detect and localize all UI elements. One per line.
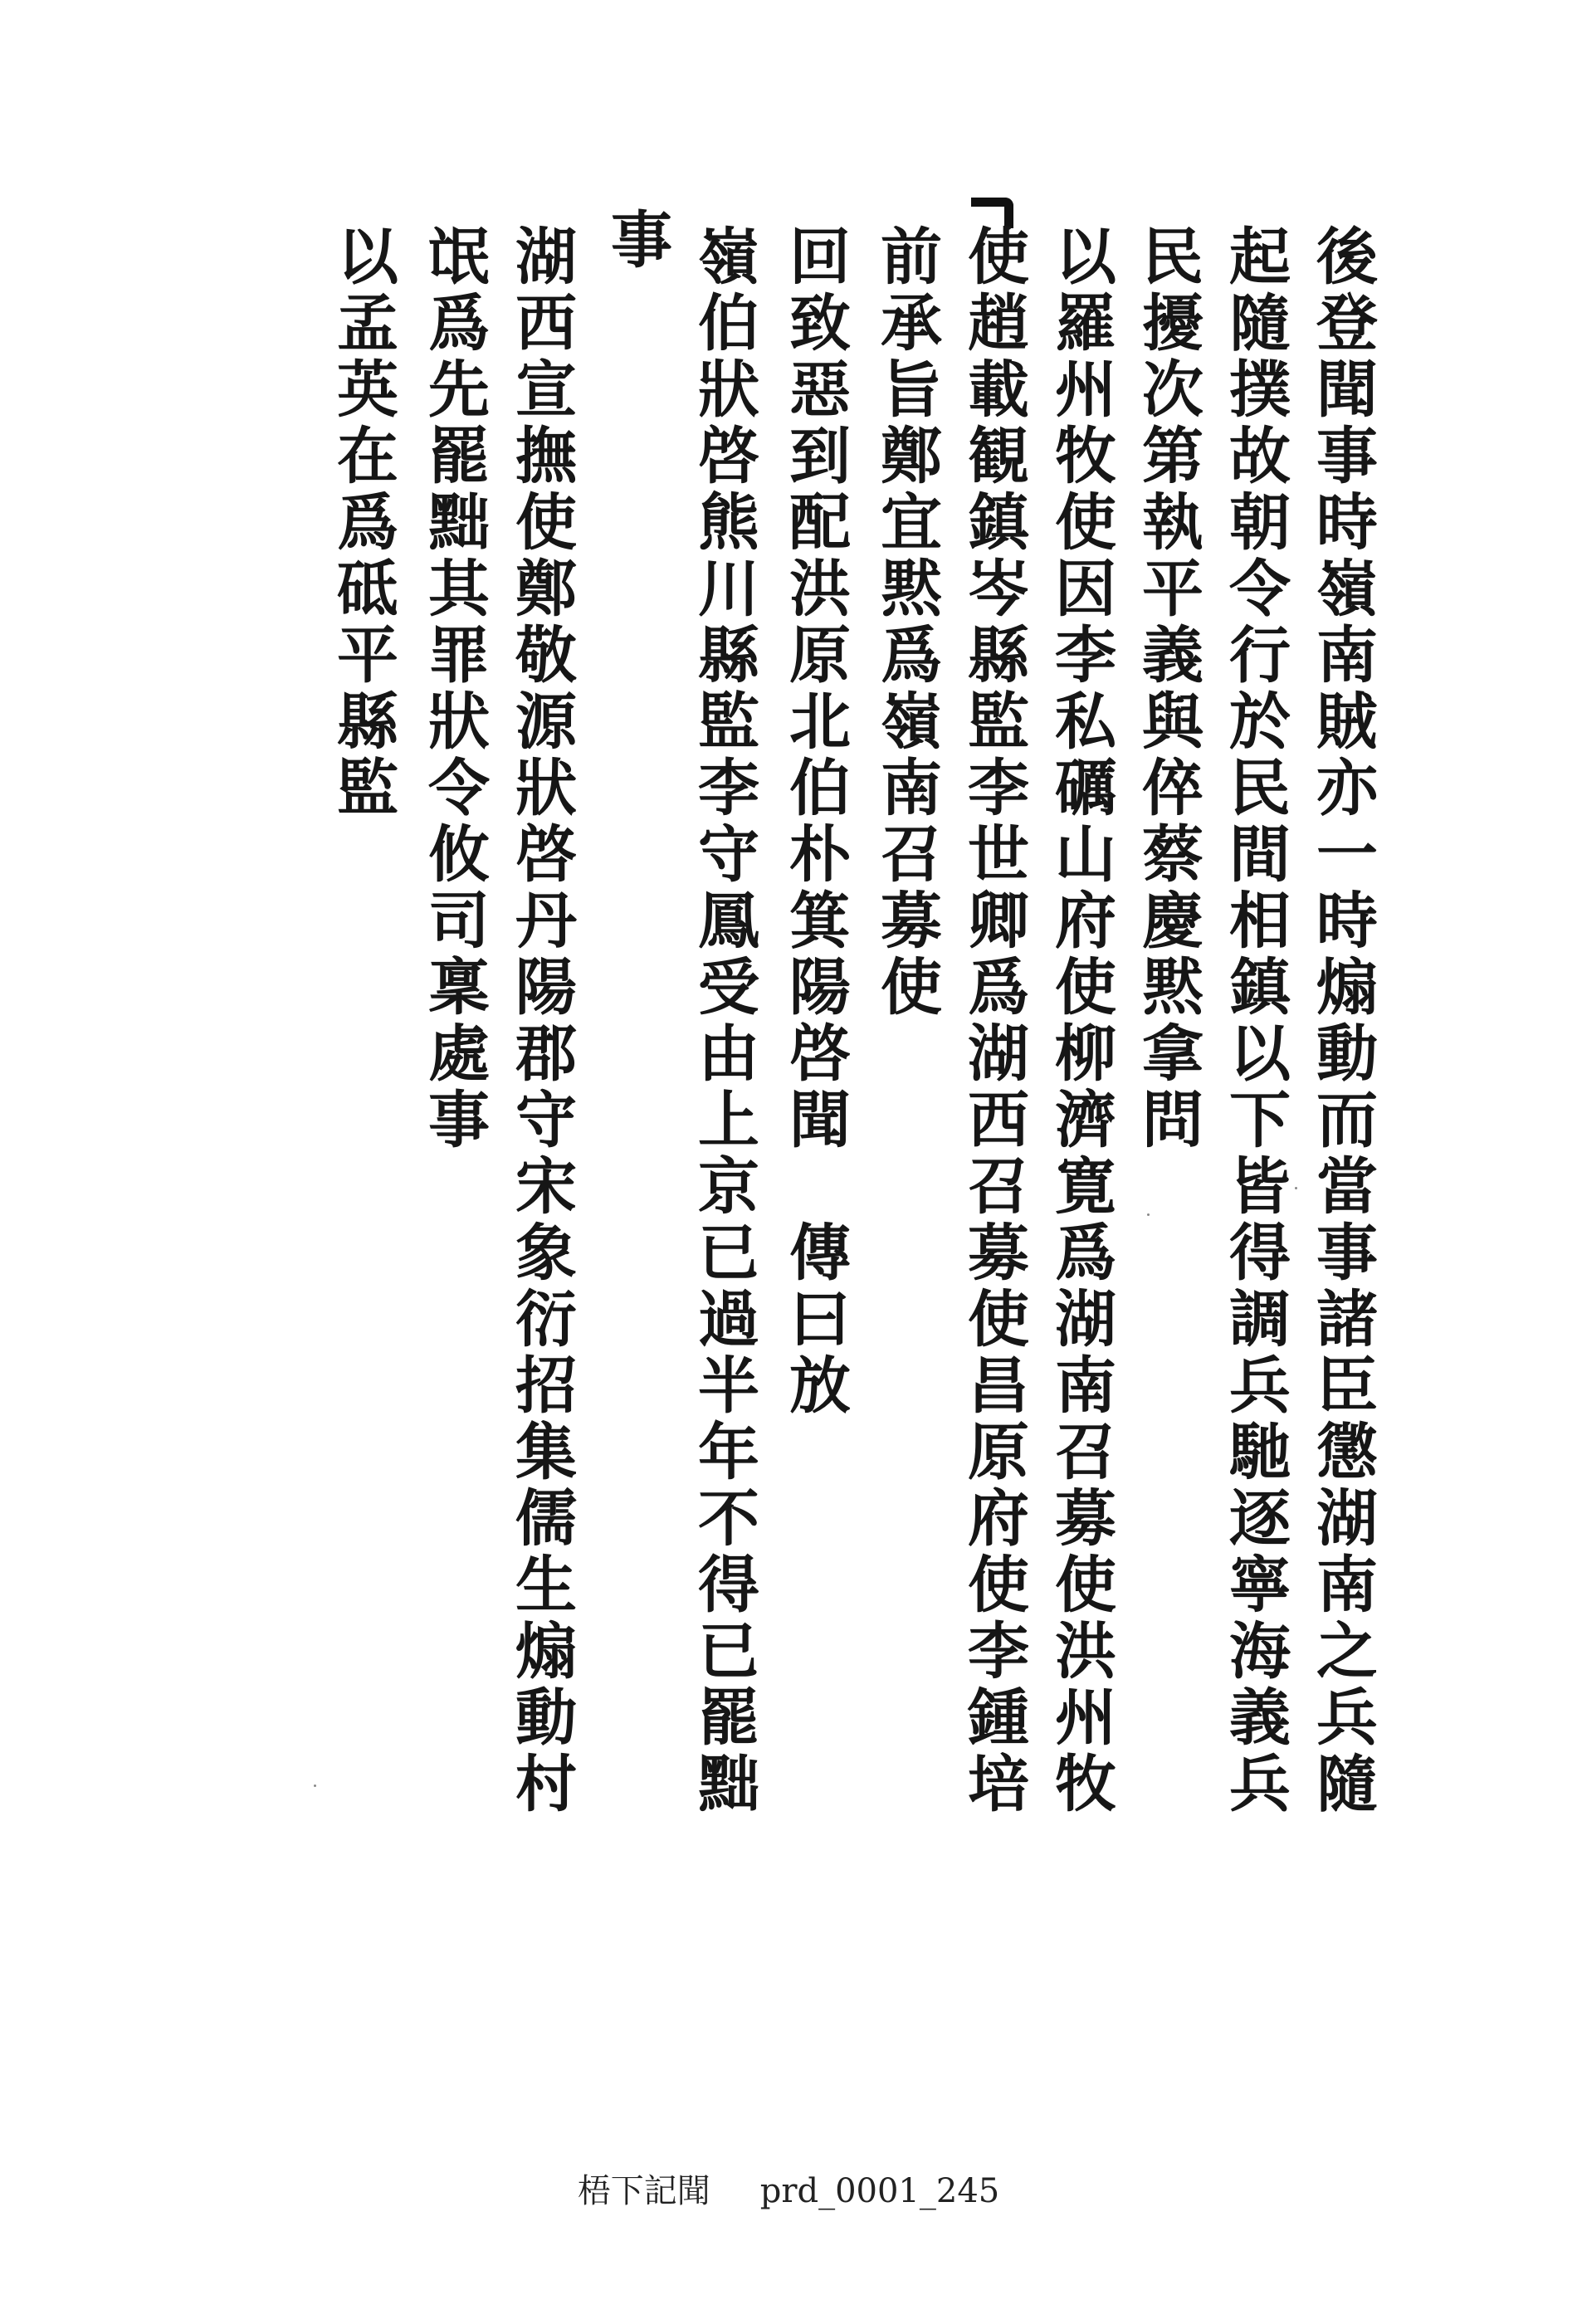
text-column-8: 嶺伯狀啓熊川縣監李守鳳受由上京已過半年不得已罷黜 xyxy=(688,224,759,1818)
text-column-10: 湖西宣撫使鄭敬源狀啓丹陽郡守宋象衍招集儒生煽動村 xyxy=(505,224,577,1818)
text-column-11: 氓爲先罷黜其罪狀令攸司稟處事 xyxy=(418,224,490,1154)
scan-speck xyxy=(314,1784,316,1787)
text-column-6: 前承旨鄭宜黙爲嶺南召募使 xyxy=(871,224,942,1021)
page-footer xyxy=(0,2165,1577,2212)
text-column-2: 起隨撲故朝令行於民間相鎮以下皆得調兵馳逐寧海義兵 xyxy=(1219,224,1291,1818)
text-column-7: 回致惡到配洪原北伯朴箕陽啓聞 傳曰放 xyxy=(779,224,851,1419)
text-column-9: 事 xyxy=(601,208,672,274)
text-column-3: 民擾次第執平義與倅蔡慶黙拿問 xyxy=(1132,224,1204,1154)
page-id: prd_0001_245 xyxy=(759,2172,1000,2210)
book-title: 梧下記聞 xyxy=(577,2172,710,2210)
text-column-1: 後登聞事時嶺南賊亦一時煽動而當事諸臣懲湖南之兵隨 xyxy=(1306,224,1378,1818)
text-column-4: 以羅州牧使因李私礪山府使柳濟寛爲湖南召募使洪州牧 xyxy=(1045,224,1116,1818)
scan-speck xyxy=(1147,1213,1150,1216)
text-column-12: 以孟英在爲砥平縣監 xyxy=(327,224,398,822)
text-column-5: 使趙載観鎮岑縣監李世卿爲湖西召募使昌原府使李鍾培 xyxy=(958,224,1029,1818)
scan-speck xyxy=(1295,1187,1297,1189)
